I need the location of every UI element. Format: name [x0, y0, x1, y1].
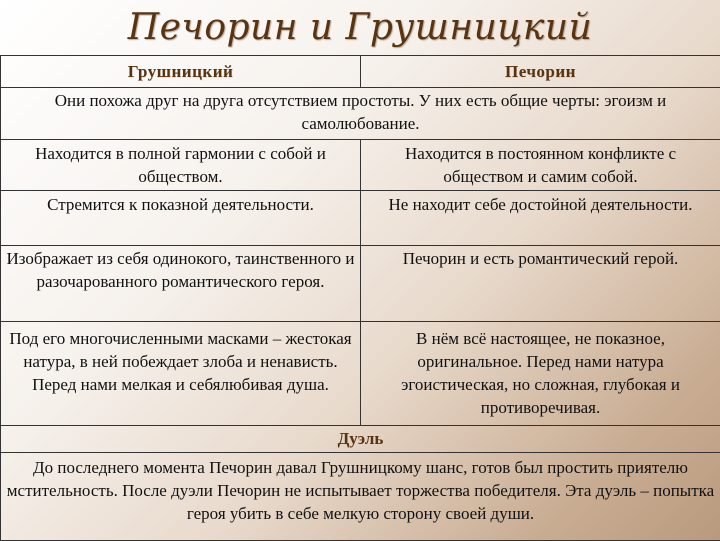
- duel-heading-row: [1, 426, 720, 453]
- pechorin-cell: Не находит себе достойной деятельности.: [361, 191, 720, 246]
- table-row: [1, 246, 720, 322]
- grushnitsky-cell: Стремится к показной деятельности.: [1, 191, 361, 246]
- table-row: [1, 140, 720, 191]
- duel-text-cell: До последнего момента Печорин давал Грушницкому шанс, готов был простить приятелю мстительность. После дуэли Печорин не испытывает торжества победителя. Эта дуэль – попытка героя убить в себе мелкую сторону своей души.: [1, 453, 720, 541]
- grushnitsky-cell: Находится в полной гармонии с собой и обществом.: [1, 140, 361, 191]
- pechorin-cell: Печорин и есть романтический герой.: [361, 246, 720, 322]
- page-title: Печорин и Грушницкий: [0, 2, 720, 54]
- pechorin-cell: В нём всё настоящее, не показное, оригинальное. Перед нами натура эгоистическая, но сложная, глубокая и противоречивая.: [361, 322, 720, 426]
- header-row: [1, 56, 720, 88]
- comparison-table: [0, 55, 720, 541]
- table-row: [1, 322, 720, 426]
- column-header-pechorin: Печорин: [361, 56, 720, 88]
- table-row: [1, 191, 720, 246]
- common-traits-cell: Они похожа друг на друга отсутствием простоты. У них есть общие черты: эгоизм и самолюбование.: [1, 88, 720, 140]
- table-row: [1, 453, 720, 541]
- column-header-grushnitsky: Грушницкий: [1, 56, 361, 88]
- grushnitsky-cell: Под его многочисленными масками – жестокая натура, в ней побеждает злоба и ненависть. Перед нами мелкая и себялюбивая душа.: [1, 322, 361, 426]
- duel-heading: Дуэль: [1, 426, 720, 453]
- pechorin-cell: Находится в постоянном конфликте с обществом и самим собой.: [361, 140, 720, 191]
- grushnitsky-cell: Изображает из себя одинокого, таинственного и разочарованного романтического героя.: [1, 246, 361, 322]
- table-row: [1, 88, 720, 140]
